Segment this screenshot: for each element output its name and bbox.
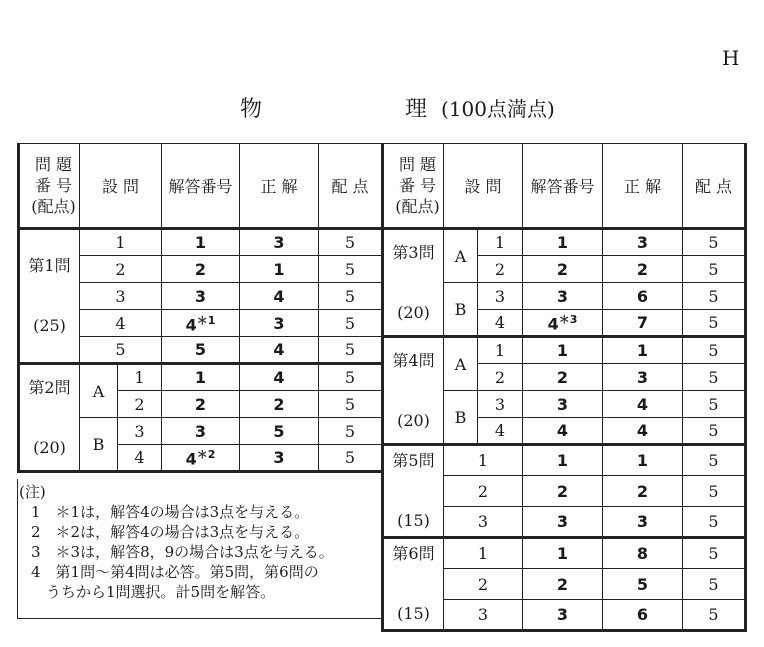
points-cell: 5 (683, 507, 746, 538)
sub-question-cell: 3 (118, 418, 162, 445)
points-cell: 5 (683, 364, 746, 391)
sub-question-cell: 2 (478, 256, 523, 283)
correct-cell: 1 (603, 337, 683, 364)
correct-cell: 4 (240, 364, 319, 391)
note-line: 4 第1問〜第4問は必答。第5問，第6問の (31, 563, 319, 581)
sub-question-cell: 2 (478, 364, 523, 391)
note-line: 2 ＊2は，解答4の場合は3点を与える。 (31, 523, 310, 541)
correct-cell: 6 (603, 600, 683, 631)
question-label: 第5問 (15) (383, 445, 444, 538)
correct-cell: 8 (603, 538, 683, 569)
footnote-mark: ＊3 (558, 313, 578, 327)
answer-no-cell: 4 (523, 418, 603, 445)
group-label: A (444, 229, 478, 283)
correct-cell: 1 (603, 445, 683, 476)
correct-cell: 4 (240, 283, 319, 310)
notes-heading: (注) (19, 483, 46, 501)
sub-question-cell: 2 (444, 569, 523, 600)
title-points: (100点満点) (441, 97, 555, 121)
sub-question-cell: 3 (444, 507, 523, 538)
answer-no-cell: 3 (523, 391, 603, 418)
table-row (383, 337, 746, 364)
sub-question-cell: 5 (80, 337, 162, 364)
correct-cell: 2 (603, 256, 683, 283)
footnote-mark: ＊2 (196, 448, 216, 462)
correct-cell: 3 (240, 310, 319, 337)
group-label: B (444, 283, 478, 337)
group-label: A (80, 364, 118, 418)
points-cell: 5 (683, 283, 746, 310)
answer-no-cell: 2 (523, 569, 603, 600)
points-cell: 5 (319, 364, 383, 391)
table-row (19, 364, 383, 391)
answer-no-cell: 2 (162, 256, 240, 283)
table-row (383, 445, 746, 476)
answer-no-cell: 2 (523, 476, 603, 507)
answer-no-cell: 1 (162, 364, 240, 391)
footnote-mark: ＊1 (196, 313, 216, 327)
question-label: 第6問 (15) (383, 538, 444, 631)
header-points: 配 点 (319, 144, 383, 229)
correct-cell: 5 (603, 569, 683, 600)
group-label: B (80, 418, 118, 472)
points-cell: 5 (319, 256, 383, 283)
question-label: 第4問 (20) (383, 337, 444, 445)
points-cell: 5 (319, 418, 383, 445)
header-sub-question: 設 問 (444, 144, 523, 229)
correct-cell: 4 (603, 391, 683, 418)
title-subject2: 理 (405, 97, 428, 122)
sub-question-cell: 1 (118, 364, 162, 391)
sub-question-cell: 3 (478, 283, 523, 310)
answer-no-cell: 1 (523, 229, 603, 256)
header-answer-no: 解答番号 (162, 144, 240, 229)
answer-no-cell: $4^{*2}$ (162, 445, 240, 472)
correct-cell: 3 (240, 229, 319, 256)
note-line: うちから1問選択。計5問を解答。 (31, 583, 276, 601)
correct-cell: 3 (603, 364, 683, 391)
correct-cell: 6 (603, 283, 683, 310)
header-answer-no: 解答番号 (523, 144, 603, 229)
points-cell: 5 (683, 476, 746, 507)
points-cell: 5 (319, 391, 383, 418)
header-correct: 正 解 (603, 144, 683, 229)
answer-no-cell: 3 (523, 600, 603, 631)
answer-no-cell: 2 (523, 256, 603, 283)
question-label: 第2問 (20) (19, 364, 80, 472)
answer-no-cell: 3 (523, 283, 603, 310)
correct-cell: 2 (603, 476, 683, 507)
points-cell: 5 (683, 391, 746, 418)
header-points: 配 点 (683, 144, 746, 229)
sub-question-cell: 1 (478, 337, 523, 364)
sub-question-cell: 1 (478, 229, 523, 256)
note-line: 3 ＊3は，解答8，9の場合は3点を与える。 (31, 543, 334, 561)
answer-table-right (381, 143, 747, 632)
sub-question-cell: 4 (478, 418, 523, 445)
sub-question-cell: 4 (118, 445, 162, 472)
answer-no-cell: 3 (162, 283, 240, 310)
points-cell: 5 (319, 337, 383, 364)
table-row (383, 229, 746, 256)
sub-question-cell: 1 (444, 538, 523, 569)
sub-question-cell: 2 (80, 256, 162, 283)
points-cell: 5 (319, 445, 383, 472)
correct-cell: 5 (240, 418, 319, 445)
answer-no-cell: 5 (162, 337, 240, 364)
sub-question-cell: 3 (478, 391, 523, 418)
points-cell: 5 (683, 569, 746, 600)
correct-cell: 3 (603, 229, 683, 256)
points-cell: 5 (683, 538, 746, 569)
sub-question-cell: 4 (478, 310, 523, 337)
points-cell: 5 (683, 418, 746, 445)
sub-question-cell: 2 (118, 391, 162, 418)
points-cell: 5 (683, 229, 746, 256)
sub-question-cell: 1 (444, 445, 523, 476)
question-label: 第3問 (20) (383, 229, 444, 337)
sub-question-cell: 4 (80, 310, 162, 337)
points-cell: 5 (319, 229, 383, 256)
answer-no-cell: 1 (523, 445, 603, 476)
table-row (19, 229, 383, 256)
answer-no-cell: 1 (523, 538, 603, 569)
answer-no-cell: 2 (162, 391, 240, 418)
answer-no-cell: 2 (523, 364, 603, 391)
correct-cell: 3 (240, 445, 319, 472)
page-title (240, 92, 555, 123)
sub-question-cell: 3 (444, 600, 523, 631)
table-row (383, 538, 746, 569)
correct-cell: 1 (240, 256, 319, 283)
note-line: 1 ＊1は，解答4の場合は3点を与える。 (31, 503, 310, 521)
answer-no-cell: 1 (523, 337, 603, 364)
notes (19, 482, 375, 602)
points-cell: 5 (683, 445, 746, 476)
group-label: A (444, 337, 478, 391)
title-subject: 物 (240, 97, 263, 122)
correct-cell: 3 (603, 507, 683, 538)
points-cell: 5 (683, 600, 746, 631)
sub-question-cell: 3 (80, 283, 162, 310)
header-sub-question: 設 問 (80, 144, 162, 229)
correct-cell: 7 (603, 310, 683, 337)
correct-cell: 4 (603, 418, 683, 445)
sub-question-cell: 1 (80, 229, 162, 256)
sub-question-cell: 2 (444, 476, 523, 507)
points-cell: 5 (319, 283, 383, 310)
correct-cell: 4 (240, 337, 319, 364)
group-label: B (444, 391, 478, 445)
question-label: 第1問 (25) (19, 229, 80, 364)
answer-no-cell: 1 (162, 229, 240, 256)
header-correct: 正 解 (240, 144, 319, 229)
version-mark: H (722, 46, 740, 70)
points-cell: 5 (683, 256, 746, 283)
header-question-no: 問 題 番 号 (配点) (383, 144, 444, 229)
answer-table-left (17, 143, 384, 473)
answer-no-cell: $4^{*1}$ (162, 310, 240, 337)
points-cell: 5 (683, 310, 746, 337)
correct-cell: 2 (240, 391, 319, 418)
answer-no-cell: $4^{*3}$ (523, 310, 603, 337)
header-question-no: 問 題 番 号 (配点) (19, 144, 80, 229)
answer-no-cell: 3 (162, 418, 240, 445)
points-cell: 5 (683, 337, 746, 364)
points-cell: 5 (319, 310, 383, 337)
answer-no-cell: 3 (523, 507, 603, 538)
